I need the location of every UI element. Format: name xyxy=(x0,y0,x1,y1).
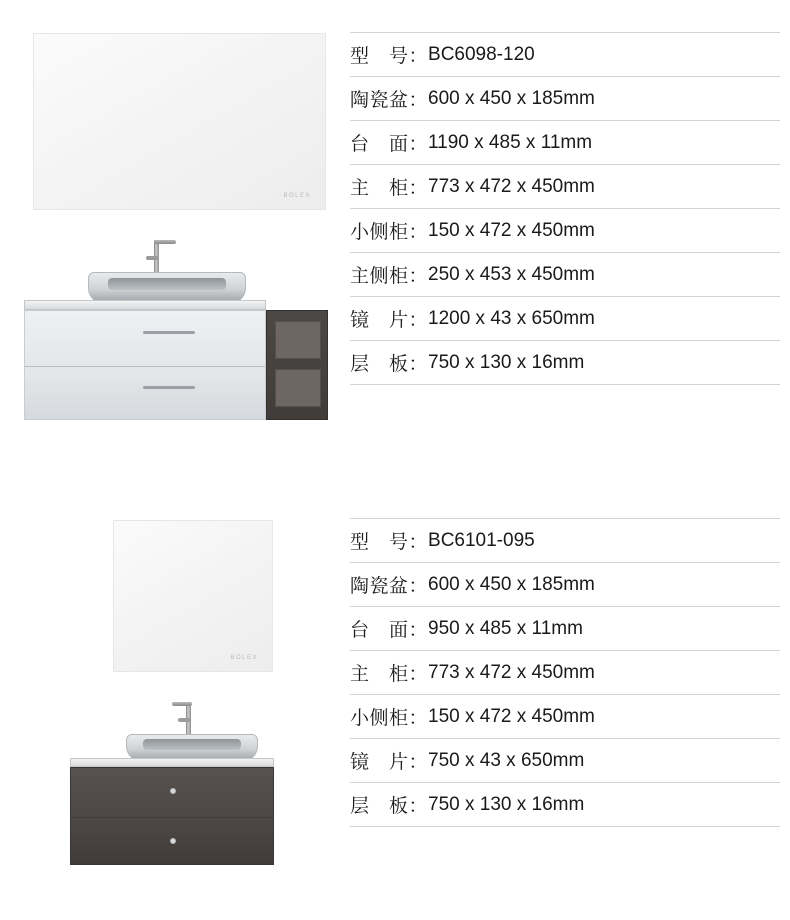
countertop xyxy=(70,758,274,767)
spec-value: 750 x 43 x 650mm xyxy=(428,749,585,771)
spec-row xyxy=(350,77,780,121)
spec-label: 小侧柜： xyxy=(350,222,429,243)
spec-value: 950 x 485 x 11mm xyxy=(428,617,583,639)
spec-value: BC6101-095 xyxy=(428,529,535,551)
brand-mark: BOLEX xyxy=(230,655,258,661)
vanity-assembly xyxy=(0,0,340,470)
side-shelf-lower xyxy=(275,369,321,407)
spec-row xyxy=(350,695,780,739)
spec-label: 主侧柜： xyxy=(350,266,429,287)
product-block xyxy=(0,490,790,910)
faucet-spout-icon xyxy=(172,702,192,706)
spec-value: 150 x 472 x 450mm xyxy=(428,219,595,241)
faucet-handle-icon xyxy=(146,256,158,260)
spec-label: 镜 片： xyxy=(350,752,429,773)
spec-label: 型 号： xyxy=(350,532,429,553)
spec-value: 1190 x 485 x 11mm xyxy=(428,131,593,153)
spec-row xyxy=(350,297,780,341)
drawer-knob-upper xyxy=(170,788,176,794)
spec-label: 镜 片： xyxy=(350,310,429,331)
countertop xyxy=(24,300,266,310)
spec-row xyxy=(350,519,780,563)
side-cabinet xyxy=(266,310,328,420)
spec-row xyxy=(350,209,780,253)
side-shelf-upper xyxy=(275,321,321,359)
spec-label: 台 面： xyxy=(350,620,429,641)
spec-label: 陶瓷盆： xyxy=(350,90,429,111)
drawer-divider xyxy=(71,817,273,818)
spec-value: 750 x 130 x 16mm xyxy=(428,793,585,815)
spec-label: 层 板： xyxy=(350,354,429,375)
spec-table-bc6101 xyxy=(350,518,780,827)
main-cabinet xyxy=(24,310,266,420)
drawer-divider xyxy=(25,366,265,367)
spec-value: 773 x 472 x 450mm xyxy=(428,175,595,197)
spec-value: 750 x 130 x 16mm xyxy=(428,351,585,373)
spec-value: BC6098-120 xyxy=(428,43,535,65)
spec-label: 小侧柜： xyxy=(350,708,429,729)
spec-label: 台 面： xyxy=(350,134,429,155)
spec-value: 600 x 450 x 185mm xyxy=(428,87,595,109)
product-image-bc6098 xyxy=(0,0,340,470)
spec-value: 773 x 472 x 450mm xyxy=(428,661,595,683)
spec-row xyxy=(350,121,780,165)
spec-row xyxy=(350,33,780,77)
spec-row xyxy=(350,739,780,783)
spec-label: 层 板： xyxy=(350,796,429,817)
drawer-handle-upper xyxy=(143,331,195,334)
spec-row xyxy=(350,165,780,209)
spec-label: 型 号： xyxy=(350,46,429,67)
product-image-bc6101 xyxy=(0,490,340,910)
spec-label: 主 柜： xyxy=(350,664,429,685)
spec-row xyxy=(350,563,780,607)
spec-row xyxy=(350,651,780,695)
spec-row xyxy=(350,253,780,297)
spec-row xyxy=(350,607,780,651)
spec-row xyxy=(350,341,780,385)
spec-row xyxy=(350,783,780,827)
faucet-spout-icon xyxy=(154,240,176,244)
spec-value: 600 x 450 x 185mm xyxy=(428,573,595,595)
faucet-handle-icon xyxy=(178,718,190,722)
spec-table-bc6098 xyxy=(350,32,780,385)
vanity-assembly xyxy=(0,490,340,910)
drawer-knob-lower xyxy=(170,838,176,844)
spec-value: 250 x 453 x 450mm xyxy=(428,263,595,285)
basin-bowl xyxy=(108,278,227,291)
main-cabinet xyxy=(70,767,274,865)
spec-value: 150 x 472 x 450mm xyxy=(428,705,595,727)
brand-mark: BOLEX xyxy=(283,193,311,199)
drawer-handle-lower xyxy=(143,386,195,389)
spec-label: 主 柜： xyxy=(350,178,429,199)
spec-value: 1200 x 43 x 650mm xyxy=(428,307,595,329)
spec-label: 陶瓷盆： xyxy=(350,576,429,597)
basin-bowl xyxy=(143,739,242,750)
